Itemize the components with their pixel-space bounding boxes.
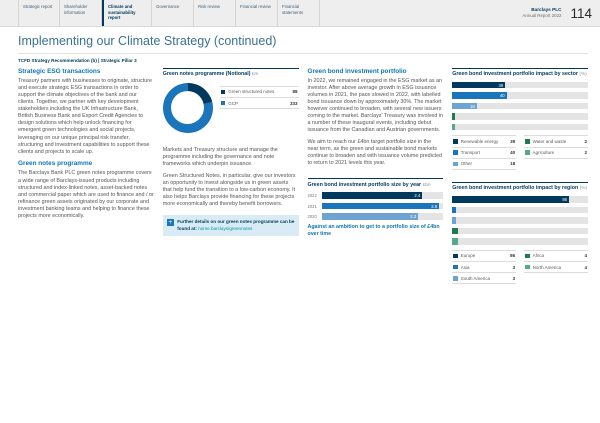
- bar-row: [452, 82, 588, 89]
- impact-by-region-bar-chart: [452, 196, 588, 245]
- bar-fill: [452, 124, 455, 131]
- bar-track: [452, 207, 588, 214]
- legend-row: [452, 272, 516, 284]
- chart-title-text: Green bond investment portfolio size by year: [307, 181, 422, 188]
- nav-tab-strategic-report[interactable]: Strategic report: [18, 0, 60, 26]
- green-notes-chart-section: [163, 68, 299, 133]
- legend-label: Europe: [460, 253, 476, 259]
- bar-value-label: 86: [562, 197, 567, 203]
- bar-track: [452, 124, 588, 131]
- bar-row: [452, 238, 588, 245]
- page-title: Implementing our Climate Strategy (continued): [18, 34, 277, 48]
- legend-label: North America: [532, 264, 562, 270]
- nav-tab-financial-review[interactable]: Financial review: [236, 0, 278, 26]
- legend-label: Agriculture: [532, 150, 555, 156]
- bar-track: [452, 92, 588, 99]
- legend-column: [452, 135, 516, 170]
- legend-value: 86: [510, 253, 516, 259]
- legend-swatch: [453, 276, 458, 281]
- legend-value: 88: [292, 89, 298, 95]
- brand-subtitle: Annual Report 2022: [522, 13, 562, 19]
- page-body: [0, 27, 600, 284]
- green-notes-chart-title: [163, 71, 299, 78]
- para-esg-market: In 2022, we remained engaged in the ESG market as an investor. After above average growth in ESG issuance volumes in 2021, the pace slowed in 2022, with labelled bond issuance down by approximately 30%. The market however continued to broaden, with several new issuers coming to the market. Barclays' Treasury was involved in a number of these inaugural events, including debut issuance from the Canadian and Austrian governments.: [307, 77, 444, 134]
- bar-value-label: 2.3: [410, 214, 417, 220]
- bar-row: [452, 113, 588, 120]
- legend-column: [452, 250, 516, 285]
- portfolio-size-chart-section: [308, 178, 444, 238]
- chart-unit: (%): [579, 71, 587, 76]
- legend-swatch: [453, 265, 458, 270]
- chart-title-text: Green notes programme (Notional): [162, 71, 251, 77]
- bar-track: [452, 196, 588, 203]
- bar-fill: [452, 196, 569, 203]
- nav-tab-financial-statements[interactable]: Financial statements: [278, 0, 320, 26]
- bar-fill: [322, 213, 419, 220]
- donut-wrap: [163, 83, 299, 133]
- tcfd-tag: TCFD Strategy Recommendation (b) | Strategic Pillar 3: [18, 57, 137, 63]
- column-green-notes-chart: [163, 68, 299, 285]
- legend-label: GCP: [228, 100, 239, 106]
- sector-legend: [452, 135, 588, 170]
- further-details-text: [177, 219, 294, 231]
- bar-fill: [452, 103, 476, 110]
- legend-swatch: [453, 150, 458, 155]
- nav-tab-risk-review[interactable]: Risk review: [194, 0, 236, 26]
- legend-column: [524, 135, 588, 170]
- legend-value: 2: [584, 150, 587, 156]
- legend-label: Africa: [532, 253, 545, 259]
- bar-value-label: 40: [499, 93, 505, 99]
- legend-value: 4: [584, 253, 587, 259]
- legend-value: 3: [512, 275, 516, 281]
- bar-category-label: 2021: [307, 203, 317, 209]
- impact-by-region-section: [452, 182, 588, 284]
- legend-value: 39: [510, 138, 516, 144]
- content-columns: [18, 68, 588, 285]
- bar-track: [322, 203, 444, 210]
- bar-row: [308, 213, 444, 220]
- legend-row: [452, 158, 516, 170]
- portfolio-ambition-note: Against an ambition to get to a portfolio size of £4bn over time: [307, 223, 440, 238]
- bar-row: [308, 192, 444, 199]
- legend-swatch: [221, 101, 226, 106]
- legend-value: 2: [584, 138, 587, 144]
- impact-by-sector-title: [452, 71, 588, 78]
- legend-row: [524, 261, 588, 273]
- column-green-bond-portfolio: [308, 68, 444, 285]
- portfolio-size-bar-chart: [308, 192, 444, 220]
- bar-value-label: 2.4: [414, 193, 421, 199]
- para-markets-treasury: Markets and Treasury structure and manage the programme including the governance and note frameworks which underpin issuance.: [162, 146, 278, 168]
- legend-row: [524, 147, 588, 159]
- chart-unit: £bn: [422, 181, 431, 187]
- bar-fill: [322, 192, 423, 199]
- legend-swatch: [525, 150, 530, 155]
- bar-fill: [452, 228, 457, 235]
- impact-by-sector-bar-chart: [452, 82, 588, 131]
- legend-row: [452, 261, 516, 272]
- legend-swatch: [525, 254, 530, 259]
- legend-column: [524, 250, 588, 285]
- legend-value: 18: [510, 161, 516, 167]
- bar-category-label: 2022: [307, 193, 317, 199]
- page-number: 114: [570, 5, 592, 21]
- bar-track: [322, 192, 444, 199]
- bar-fill: [452, 82, 505, 89]
- bar-fill: [452, 92, 506, 99]
- column-strategic-esg: [18, 68, 154, 285]
- brand-name: Barclays PLC: [531, 6, 562, 12]
- legend-label: South America: [460, 275, 491, 281]
- para-green-structured-notes: Green Structured Notes, in particular, give our investors an opportunity to invest alongside us in green assets that help fund the transition to a low-carbon economy. It also helps Barclays provide financing for these projects more economically and thereby benefit borrowers.: [162, 172, 296, 208]
- bar-row: [308, 203, 444, 210]
- heading-strategic-esg-transactions: Strategic ESG transactions: [18, 67, 101, 75]
- bar-fill: [452, 113, 455, 120]
- legend-swatch: [525, 265, 530, 270]
- further-details-callout[interactable]: [163, 215, 299, 235]
- bar-row: [452, 92, 588, 99]
- legend-value: 3: [512, 264, 516, 270]
- legend-swatch: [453, 254, 458, 259]
- bar-track: [452, 238, 588, 245]
- bar-track: [452, 113, 588, 120]
- nav-tab-climate-and-sustainability-report[interactable]: Climate and sustainability report: [102, 0, 152, 26]
- nav-tabs: [18, 0, 320, 26]
- impact-by-sector-section: [452, 68, 588, 170]
- further-details-label: Further details on our green notes programme can be found at:: [177, 219, 295, 231]
- bar-fill: [452, 217, 456, 224]
- legend-label: Green structured notes: [228, 89, 275, 95]
- bar-row: [452, 103, 588, 110]
- bar-fill: [452, 238, 457, 245]
- bar-fill: [322, 203, 440, 210]
- chart-title-text: Green bond investment portfolio impact by sector: [452, 71, 578, 77]
- legend-swatch: [453, 139, 458, 144]
- bar-row: [452, 207, 588, 214]
- bar-track: [322, 213, 444, 220]
- portfolio-size-chart-title: [308, 182, 444, 189]
- legend-label: Other: [460, 161, 473, 167]
- legend-value: 4: [584, 264, 587, 270]
- impact-by-region-title: [452, 185, 588, 192]
- legend-value: 40: [510, 150, 516, 156]
- donut-chart: [163, 83, 213, 133]
- bar-row: [452, 196, 588, 203]
- legend-row: [220, 86, 299, 97]
- heading-green-notes-programme: Green notes programme: [18, 160, 93, 168]
- donut-legend: [220, 86, 299, 109]
- legend-label: Asia: [460, 264, 470, 270]
- bar-track: [452, 103, 588, 110]
- bar-value-label: 18: [470, 103, 475, 109]
- para-strategic-esg: Treasury partners with businesses to originate, structure and execute strategic ESG transactions in order to support the climate objectives of the bank and our clients. Together, we partner with key development stakeholders including the UK Infrastructure Bank, British Business Bank and Export Credit Agencies to design solutions which help unlock financing for emergent green technologies and social projects, leveraging on our unique principal risk transfer, structuring and investment capabilities to support these clients and projects to scale up.: [18, 77, 153, 155]
- bar-track: [452, 228, 588, 235]
- legend-swatch: [221, 90, 226, 95]
- legend-row: [452, 135, 516, 146]
- bar-category-label: 2020: [307, 214, 317, 220]
- legend-row: [220, 97, 299, 109]
- legend-row: [452, 250, 516, 261]
- top-nav-bar: [0, 0, 600, 27]
- legend-value: 333: [289, 100, 298, 106]
- bar-value-label: 39: [498, 82, 504, 88]
- chart-title-text: Green bond investment portfolio impact by region: [452, 185, 579, 192]
- legend-row: [524, 135, 588, 146]
- bar-track: [452, 82, 588, 89]
- greennotes-link[interactable]: home.barclays/greennotes: [198, 225, 253, 231]
- column-impact-charts: [452, 68, 588, 285]
- report-brand: [522, 7, 561, 19]
- legend-label: Water and waste: [532, 138, 567, 144]
- legend-label: Transport: [460, 150, 480, 156]
- bar-row: [452, 228, 588, 235]
- bar-track: [452, 217, 588, 224]
- legend-row: [452, 147, 516, 158]
- chart-unit: (%): [579, 185, 587, 191]
- bar-fill: [452, 207, 456, 214]
- legend-swatch: [525, 139, 530, 144]
- legend-label: Renewable energy: [460, 138, 499, 144]
- bar-row: [452, 124, 588, 131]
- para-target-portfolio: We aim to reach our £4bn target portfolio size in the near term, as the green and sustainable bond markets continue to broaden and with issuance volume predicted to return to 2021 levels this year.: [307, 139, 443, 167]
- report-brand-block: [522, 0, 600, 26]
- plus-icon: +: [168, 219, 173, 227]
- bar-row: [452, 217, 588, 224]
- nav-tab-governance[interactable]: Governance: [152, 0, 194, 26]
- chart-unit: £m: [251, 71, 259, 76]
- region-legend: [452, 250, 588, 285]
- para-green-notes: The Barclays Bank PLC green notes programme covers a wide range of Barclays-issued products including structured and index-linked notes, asset-backed notes and commercial paper which are used to finance and / or refinance green assets originated by our corporate and investment banking teams and helping to finance these projects more economically.: [18, 170, 154, 220]
- nav-tab-shareholder-information[interactable]: Shareholder information: [60, 0, 102, 26]
- legend-swatch: [453, 162, 458, 167]
- legend-row: [524, 250, 588, 261]
- bar-value-label: 2.8: [431, 203, 438, 209]
- heading-green-bond-portfolio: Green bond investment portfolio: [307, 67, 407, 75]
